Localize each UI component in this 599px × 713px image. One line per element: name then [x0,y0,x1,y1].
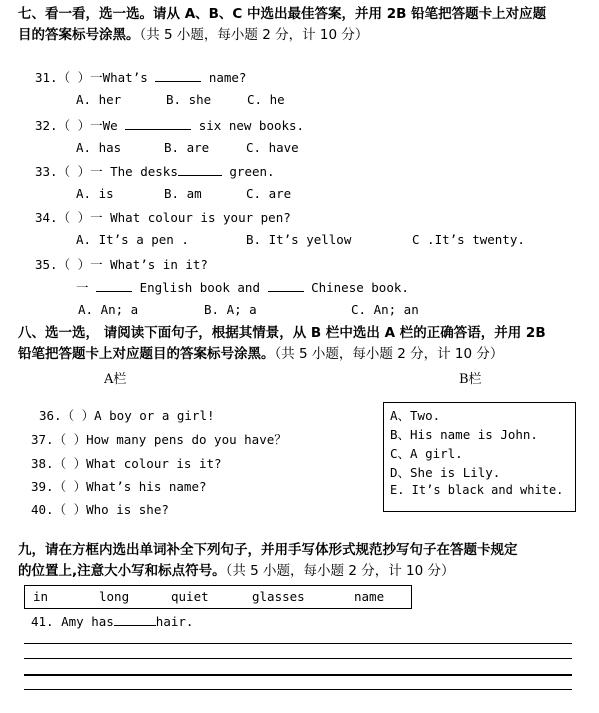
question-36: 36.（ ）A boy or a girl! [39,408,215,423]
word-bank-box [24,585,412,609]
q31-option-b: B. she [166,92,212,107]
writing-line [24,643,572,644]
q34-option-c: C .It’s twenty. [412,232,525,247]
q35-blank-2 [268,280,304,292]
q31-option-c: C. he [247,92,285,107]
q32-option-a: A. has [76,140,122,155]
section7-title-line2 [18,26,368,44]
q32-prefix: 32.（ ）一We [35,118,118,133]
q33-prefix: 33.（ ）一 The desks [35,164,178,179]
q34-option-a: A. It’s a pen . [76,232,189,247]
q33-option-b: B. am [164,186,202,201]
word-bank-item: long [99,589,130,604]
q41-suffix: hair. [155,614,194,629]
q35-line2 [76,278,409,296]
q31-option-a: A. her [76,92,122,107]
q33-blank [178,164,222,176]
question-35: 35.（ ）一 What’s in it? [35,257,208,272]
section7-title-line1: 七、看一看，选一选。请从 A、B、C 中选出最佳答案，并用 2B 铅笔把答题卡上对应题 [18,6,547,22]
question-32 [35,116,304,134]
question-34: 34.（ ）一 What colour is your pen? [35,210,291,225]
q33-option-a: A. is [76,186,114,201]
section9-title-line1: 九，请在方框内选出单词补全下列句子，并用手写体形式规范抄写句子在答题卡规定 [18,542,518,558]
section8-title-text: 铅笔把答题卡上对应题目的答案标号涂黑。 [18,346,275,362]
section9-title-text: 的位置上,注意大小写和标点符号。 [18,563,226,579]
word-bank-item: name [354,589,385,604]
q35-option-c: C. An; an [351,302,419,317]
answer-options-box [383,402,576,512]
section7-points: （共 5 小题，每小题 2 分，计 10 分） [139,27,369,43]
answer-option-e: E. It’s black and white. [390,483,564,497]
q32-option-c: C. have [246,140,299,155]
q31-suffix: name? [208,70,247,85]
q31-prefix: 31.（ ）一What’s [35,70,148,85]
question-39: 39.（ ）What’s his name? [31,479,207,494]
answer-option-c: C、A girl. [390,446,463,461]
q35-dash: 一 [76,280,89,295]
section8-title-line1: 八、选一选， 请阅读下面句子，根据其情景，从 B 栏中选出 A 栏的正确答语，并用 2B [18,325,546,341]
q35-mid: English book and [139,280,260,295]
q35-end: Chinese book. [311,280,409,295]
answer-option-a: A、Two. [390,408,441,423]
q35-option-b: B. A; a [204,302,257,317]
word-bank-item: glasses [252,589,305,604]
answer-option-d: D、She is Lily. [390,465,501,480]
q33-option-c: C. are [246,186,292,201]
section9-title-line2 [18,562,455,580]
writing-line [24,689,572,690]
column-b-label: B栏 [459,372,482,387]
writing-line [24,674,572,676]
section8-points: （共 5 小题，每小题 2 分，计 10 分） [274,346,504,362]
question-38: 38.（ ）What colour is it? [31,456,222,471]
q32-blank [125,118,191,130]
section7-title-text: 目的答案标号涂黑。 [18,27,140,43]
q41-prefix: 41. Amy has [31,614,114,629]
q33-suffix: green. [229,164,275,179]
question-33 [35,162,275,180]
question-40: 40.（ ）Who is she? [31,502,169,517]
word-bank-item: quiet [171,589,209,604]
question-41 [31,614,193,629]
question-37: 37.（ ）How many pens do you have？ [31,432,287,447]
writing-line [24,658,572,659]
q32-suffix: six new books. [198,118,305,133]
q41-blank [114,614,156,626]
q34-option-b: B. It’s yellow [246,232,352,247]
q35-blank-1 [96,280,132,292]
word-bank-item: in [33,589,49,604]
q35-option-a: A. An; a [78,302,139,317]
q32-option-b: B. are [164,140,210,155]
section9-points: （共 5 小题，每小题 2 分，计 10 分） [225,563,455,579]
section8-title-line2 [18,345,503,363]
column-a-label: A栏 [104,372,127,387]
q31-blank [155,70,201,82]
answer-option-b: B、His name is John. [390,427,538,442]
question-31 [35,68,246,86]
